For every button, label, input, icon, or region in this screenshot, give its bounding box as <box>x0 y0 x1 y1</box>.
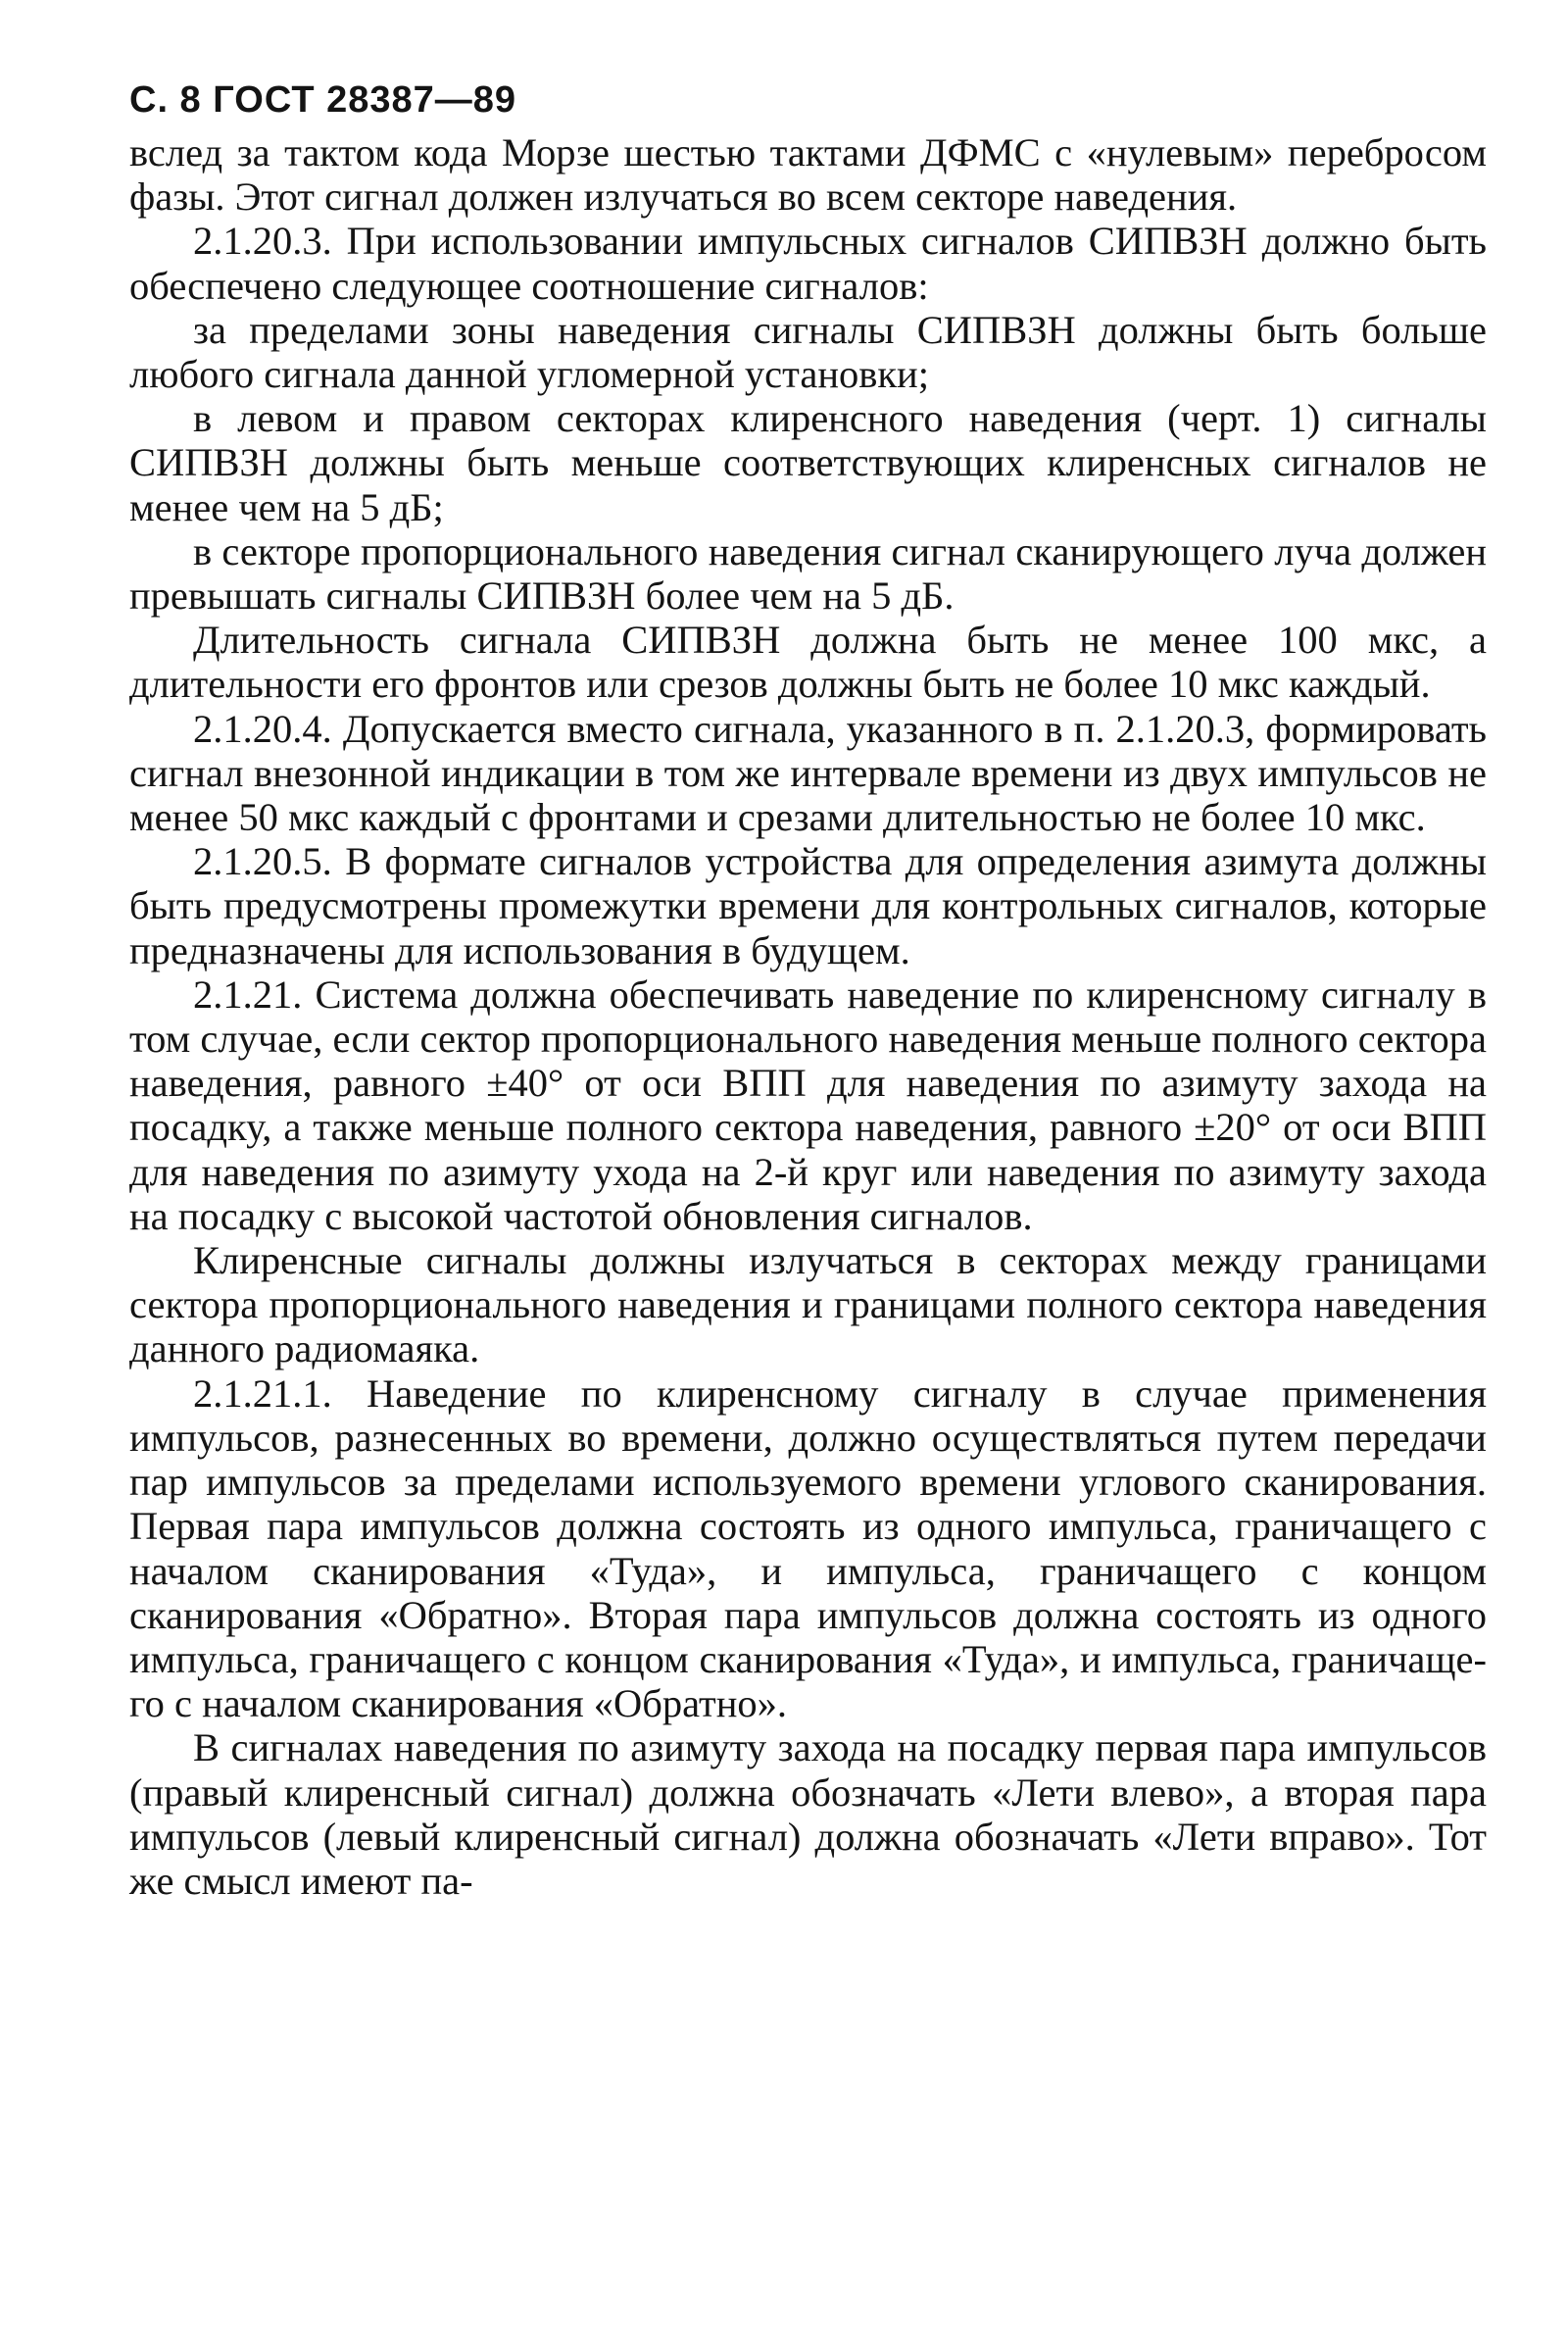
paragraph-2-1-20-5: 2.1.20.5. В формате сигналов устройства для определения азимута должны быть предусмотрены промежутки времени для контрольных сигналов, которые предназначены для использования в будущем. <box>129 839 1487 972</box>
body-text <box>129 130 1487 1903</box>
paragraph-2-1-20-3: 2.1.20.3. При использовании импульсных сигналов СИПВЗН должно быть обеспечено следующее соотношение сигналов: <box>129 219 1487 308</box>
paragraph-azimuth-guidance: В сигналах наведения по азимуту захода на посадку первая пара импульсов (правый клиренсный сигнал) должна обозначать «Лети влево», а вторая пара импульсов (левый клиренсный сигнал) должна обозначать «Лети вправо». Тот же смысл имеют па- <box>129 1725 1487 1903</box>
paragraph-2-1-21-1: 2.1.21.1. Наведение по клиренсному сигналу в случае применения импульсов, разнесенных во времени, должно осуществляться путем передачи пар импульсов за пределами используемого времени углового сканирования. Первая пара импульсов должна состоять из одного импульса, граничащего с началом сканирования «Туда», и импульса, граничащего с концом сканирования «Обратно». Вторая пара импульсов должна состоять из одного импульса, граничащего с концом сканирования «Туда», и импульса, граничащего с началом сканирования «Обратно». <box>129 1370 1487 1726</box>
running-head: С. 8 ГОСТ 28387—89 <box>129 79 517 121</box>
paragraph-continuation: вслед за тактом кода Морзе шестью тактами ДФМС с «нулевым» перебросом фазы. Этот сигнал должен излучаться во всем секторе наведения. <box>129 130 1487 220</box>
paragraph-2-1-21: 2.1.21. Система должна обеспечивать наведение по клиренсному сигналу в том случае, если сектор пропорционального наведения меньше полного сектора наведения, равного ±40° от оси ВПП для наведения по азимуту захода на посадку, а также меньше полного сектора наведения, равного ±20° от оси ВПП для наведения по азимуту ухода на 2-й круг или наведения по азимуту захода на посадку с высокой частотой обновления сигналов. <box>129 971 1487 1238</box>
paragraph-2-1-20-4: 2.1.20.4. Допускается вместо сигнала, указанного в п. 2.1.20.3, формировать сигнал внезонной индикации в том же интервале времени из двух импульсов не менее 50 мкс каждый с фронтами и срезами длительностью не более 10 мкс. <box>129 706 1487 840</box>
paragraph-clearance-sectors: в левом и правом секторах клиренсного наведения (черт. 1) сигналы СИПВЗН должны быть меньше соответствующих клиренсных сигналов не менее чем на 5 дБ; <box>129 396 1487 529</box>
paragraph-outside-zone: за пределами зоны наведения сигналы СИПВЗН должны быть больше любого сигнала данной угломерной установки; <box>129 307 1487 397</box>
paragraph-signal-duration: Длительность сигнала СИПВЗН должна быть не менее 100 мкс, а длительности его фронтов или срезов должны быть не более 10 мкс каждый. <box>129 618 1487 707</box>
paragraph-proportional-sector: в секторе пропорционального наведения сигнал сканирующего луча должен превышать сигналы СИПВЗН более чем на 5 дБ. <box>129 528 1487 619</box>
paragraph-clearance-signals: Клиренсные сигналы должны излучаться в секторах между границами сектора пропорционального наведения и границами полного сектора наведения данного радиомаяка. <box>129 1238 1487 1371</box>
